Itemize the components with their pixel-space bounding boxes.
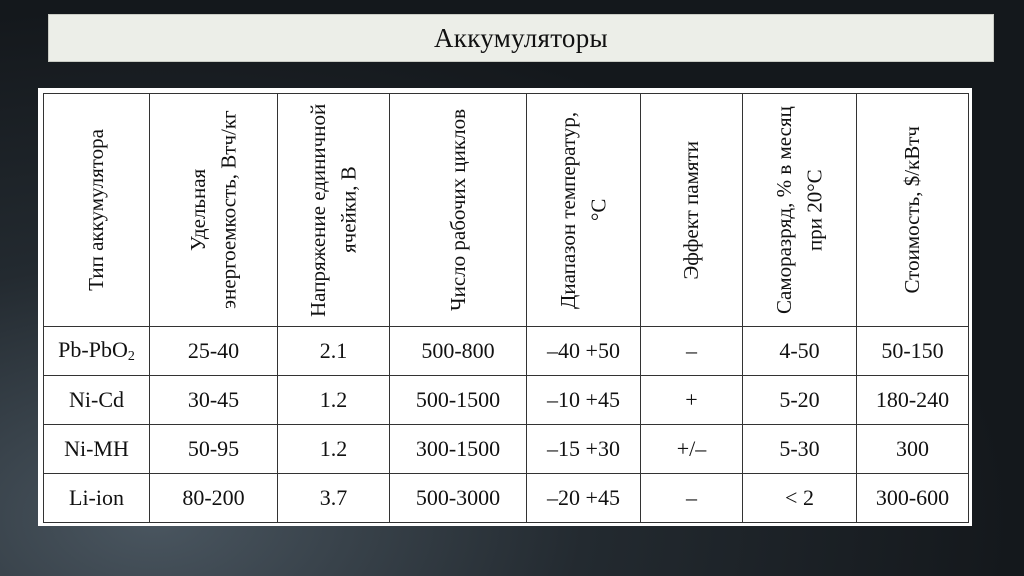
cell-energy: 30-45 [150, 376, 278, 425]
table-header-row [44, 94, 969, 327]
cell-self-discharge: 4-50 [743, 327, 857, 376]
cell-cycles: 500-1500 [390, 376, 527, 425]
table-row [44, 376, 969, 425]
cell-voltage: 1.2 [278, 376, 390, 425]
cell-memory: – [641, 327, 743, 376]
cell-cycles: 500-800 [390, 327, 527, 376]
header-type: Тип аккумулятора [44, 94, 150, 327]
header-self-discharge: Саморазряд, % в месяц при 20°С [743, 94, 857, 327]
battery-comparison-table [43, 93, 969, 523]
slide-title-bar [48, 14, 994, 62]
cell-energy: 50-95 [150, 425, 278, 474]
cell-type: Ni-MH [44, 425, 150, 474]
cell-self-discharge: 5-20 [743, 376, 857, 425]
cell-voltage: 3.7 [278, 474, 390, 523]
header-temp: Диапазон температур, °С [527, 94, 641, 327]
header-energy: Удельная энергоемкость, Втч/кг [150, 94, 278, 327]
cell-temp: –15 +30 [527, 425, 641, 474]
table-row [44, 425, 969, 474]
cell-type: Ni-Cd [44, 376, 150, 425]
table-row [44, 474, 969, 523]
header-memory: Эффект памяти [641, 94, 743, 327]
cell-memory: +/– [641, 425, 743, 474]
header-cost: Стоимость, $/кВтч [857, 94, 969, 327]
cell-cycles: 300-1500 [390, 425, 527, 474]
cell-cost: 180-240 [857, 376, 969, 425]
cell-cost: 50-150 [857, 327, 969, 376]
cell-energy: 25-40 [150, 327, 278, 376]
cell-voltage: 2.1 [278, 327, 390, 376]
battery-table-panel [38, 88, 972, 526]
cell-temp: –10 +45 [527, 376, 641, 425]
cell-cost: 300-600 [857, 474, 969, 523]
cell-temp: –40 +50 [527, 327, 641, 376]
table-row [44, 327, 969, 376]
cell-self-discharge: < 2 [743, 474, 857, 523]
cell-memory: – [641, 474, 743, 523]
slide-title: Аккумуляторы [434, 22, 608, 53]
cell-self-discharge: 5-30 [743, 425, 857, 474]
cell-cost: 300 [857, 425, 969, 474]
cell-type: Li-ion [44, 474, 150, 523]
header-cycles: Число рабочих циклов [390, 94, 527, 327]
cell-voltage: 1.2 [278, 425, 390, 474]
cell-temp: –20 +45 [527, 474, 641, 523]
cell-energy: 80-200 [150, 474, 278, 523]
cell-memory: + [641, 376, 743, 425]
cell-cycles: 500-3000 [390, 474, 527, 523]
header-voltage: Напряжение единичной ячейки, В [278, 94, 390, 327]
cell-type: Pb-PbO$_2$ [44, 327, 150, 376]
